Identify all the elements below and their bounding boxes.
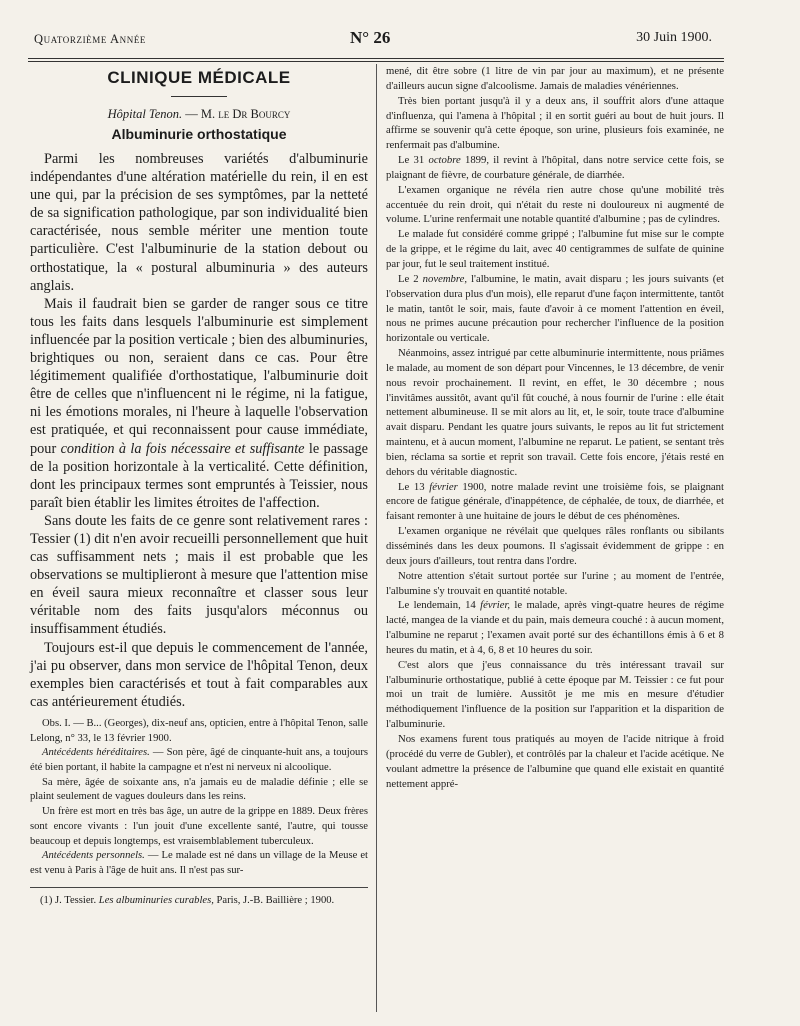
paragraph: Nos examens furent tous pratiqués au moyen de l'acide nitrique à froid (procédé du verre de Gubler), et contrôlés par la chaleur et l'acide acétique. Ne voulant admettre la présence de l'albumine que quand elle existait en quantité nettement appré- <box>386 732 724 790</box>
paragraph: Néanmoins, assez intrigué par cette albuminurie intermittente, nous priâmes le malade, au moment de son départ pour Vincennes, le 13 décembre, de venir nous revoir prochainement. Il revint, en effet, le 30 décembre ; nous l'invitâmes aussitôt, avant qu'il fût couché, à nous fournir de l'urine : elle était nettement albumineuse. Il se mit alors au lit, et, le soir, toute trace d'albumine avait disparu. Pendant les quatre jours suivants, le repos au lit fut strictement maintenu, et à aucun moment, l'albumine ne reparut. Le patient, se sentant très bien, réclama sa sortie et reprit son travail. Cette fois encore, j'étais resté en dehors du véritable diagnostic. <box>386 347 724 478</box>
intro-text <box>30 150 368 711</box>
paragraph-text: Le lendemain, 14 <box>398 599 481 612</box>
paragraph-text: l'albumine, le matin, avait disparu ; les jours suivants (et l'observation dura plus d'un mois), elle reparut d'une façon intermittente, tantôt le matin, tantôt le soir, mais, faute d'avoir à ce moment l'attention en éveil, nous ne primes aucune précaution pour rechercher l'influence de la position horizontale ou verticale. <box>386 272 724 345</box>
italic-emphasis: condition à la fois nécessaire et suffisante <box>60 440 305 457</box>
paragraph-text: le malade, après vingt-quatre heures de régime lacté, mangea de la viande et du pain, mais demeura couché : à aucun moment, l'albumine ne reparut ; l'examen avait porté sur des échantillons émis à 6 et 8 heures du matin, et à 4, 6, 8 et 10 heures du soir. <box>386 599 724 656</box>
footnote <box>30 894 368 909</box>
journal-page <box>28 22 724 1012</box>
paragraph: Obs. I. — B... (Georges), dix-neuf ans, opticien, entre à l'hôpital Tenon, salle Lelong, n° 33, le 13 février 1900. <box>30 717 368 744</box>
paragraph-text: Mais il faudrait bien se garder de ranger sous ce titre tous les faits dans lesquels l'albuminurie est simplement influencée par la position verticale ; bien des albuminuries, brightiques ou non, seraient dans ce cas. Pour être légitimement qualifiée d'orthostatique, l'albuminurie doit être de celles que n'influencent ni le régime, ni la fatigue, ni les émotions morales, ni l'heure à laquelle l'observation est pratiquée, et qui reconnaissent pour cause immédiate, <box>30 295 368 439</box>
italic-date: février, <box>480 599 511 612</box>
paragraph-text: pour <box>30 440 61 457</box>
paragraph: Très bien portant jusqu'à il y a deux ans, il souffrit alors d'une attaque d'influenza, qui l'amena à l'hôpital ; il en sortit guéri au bout de huit jours. Il affirme se souvenir qu'à cette époque, son urine, plusieurs fois examinée, ne renfermait pas d'albumine. <box>386 94 724 152</box>
footnote-rule <box>30 887 368 888</box>
paragraph: mené, dit être sobre (1 litre de vin par jour au maximum), et ne présente d'ailleurs aucun signe d'alcoolisme. Jamais de maladies vénériennes. <box>386 65 724 92</box>
paragraph-text: Le 31 <box>398 154 429 167</box>
column-divider <box>376 64 377 1012</box>
paragraph: C'est alors que j'eus connaissance du très intéressant travail sur l'albuminurie orthostatique, publié à cette époque par M. Teissier : ce fut pour moi un trait de lumière. Aussitôt je me mis en mesure d'étudier méthodiquement l'influence de la position sur l'apparition et la disparition de l'albuminurie. <box>386 658 724 731</box>
paragraph <box>386 153 724 183</box>
paragraph <box>386 272 724 346</box>
paragraph <box>30 849 368 878</box>
right-column <box>386 64 724 791</box>
paragraph-text: Le malade est né dans un village de la Meuse et est venu à Paris à l'âge de huit ans. Il n'est pas sur- <box>30 850 368 876</box>
paragraph: Sa mère, âgée de soixante ans, n'a jamais eu de maladie définie ; elle se plaint seulement de vagues douleurs dans les reins. <box>30 776 368 803</box>
paragraph: L'examen organique ne révélait que quelques râles ronflants ou sibilants disséminés dans les deux poumons. Il s'agissait évidemment de grippe : en deux jours d'ailleurs, tout rentra dans l'ordre. <box>386 525 724 567</box>
author-name: — M. le Dr Bourcy <box>185 107 291 121</box>
issue-number: N° 26 <box>350 28 391 47</box>
title-rule <box>171 96 227 97</box>
footnote-text: Paris, J.-B. Baillière ; 1900. <box>213 894 335 906</box>
paragraph: Le malade fut considéré comme grippé ; l'albumine fut mise sur le compte de la grippe, et le régime du lait, avec 40 centigrammes de sulfate de quinine par jour, fut le seul traitement institué. <box>386 228 724 270</box>
paragraph <box>386 480 724 525</box>
italic-date: octobre <box>428 154 461 167</box>
paragraph-text: — <box>144 850 162 862</box>
paragraph-text: le passage de la position horizontale à la verticalité. Cette définition, dont les principaux termes sont empruntés à Teissier, nous paraît bien établir les limites étroites de l'affection. <box>30 440 369 511</box>
paragraph: Toujours est-il que depuis le commencement de l'année, j'ai pu observer, dans mon service de l'hôpital Tenon, deux exemples bien caractérisés et tout à fait comparables aux cas antérieurement étudiés. <box>30 639 368 710</box>
byline <box>30 107 368 122</box>
left-column <box>30 68 368 908</box>
paragraph-text: Le 2 <box>398 272 423 285</box>
italic-date: février <box>429 480 458 493</box>
italic-date: novembre, <box>422 272 468 285</box>
volume-year: Quatorzième Année <box>34 32 147 46</box>
paragraph <box>386 598 724 657</box>
paragraph-text: — Son père, âgé de cinquante-huit ans, a toujours été bien portant, il habite la campagne et n'est ni nerveux ni alcoolique. <box>30 747 368 774</box>
observation-text <box>30 717 368 879</box>
header-rule <box>28 58 724 59</box>
header-rule-double <box>28 61 724 62</box>
paragraph: Sans doute les faits de ce genre sont relativement rares : Tessier (1) dit n'en avoir recueilli personnellement que huit cas suffisamment nets ; mais il est probable que les observations se multiplieront à mesure que l'attention mise en éveil saura mieux reconnaître et classer sous leur véritable nom des faits jusqu'alors méconnus ou insuffisamment étudiés. <box>30 512 368 638</box>
article-title: Albuminurie orthostatique <box>111 126 287 142</box>
footnote-title: Les albuminuries curables, <box>98 894 214 906</box>
paragraph: L'examen organique ne révéla rien autre chose qu'une mobilité très accentuée du rein droit, qui n'était du reste ni douloureux ni augmenté de volume. L'urine renfermait une notable quantité d'albumine ; pas de cylindres. <box>386 183 724 226</box>
paragraph: Notre attention s'était surtout portée sur l'urine ; au moment de l'entrée, l'albumine s'y trouvait en quantité notable. <box>386 569 724 597</box>
section-title: CLINIQUE MÉDICALE <box>107 68 291 87</box>
hospital-name: Hôpital Tenon. <box>107 107 183 121</box>
subheading: Antécédents héréditaires. <box>42 747 150 759</box>
paragraph: Un frère est mort en très bas âge, un autre de la grippe en 1889. Deux frères sont encore vivants : l'un jouit d'une excellente santé, l'autre, qui tousse beaucoup et depuis longtemps, est vraisemblablement tuberculeux. <box>30 806 368 847</box>
issue-date: 30 Juin 1900. <box>636 30 712 45</box>
paragraph <box>30 295 368 512</box>
footnote-text: (1) J. Tessier. <box>40 894 99 906</box>
paragraph: Parmi les nombreuses variétés d'albuminurie indépendantes d'une altération matérielle du rein, il en est une qui, par la précision de ses symptômes, par la netteté de sa signification pathologique, par son individualité bien caractérisée, nous semble mériter une mention toute particulière. C'est l'albuminurie de la station debout ou orthostatique, la « postural albuminuria » des auteurs anglais. <box>30 151 368 294</box>
paragraph-text: 1900, notre malade revint une troisième fois, se plaignant encore de fatigue générale, d'inappétence, de céphalée, de toux, de diarrhée, et faisant remonter à une huitaine de jours le début de ces phénomènes. <box>386 480 724 523</box>
page-header <box>28 22 724 62</box>
paragraph-text: Le 13 <box>398 480 430 493</box>
paragraph <box>30 746 368 775</box>
paragraph-text: 1899, il revint à l'hôpital, dans notre service cette fois, se plaignant de fièvre, de courbature générale, de diarrhée. <box>386 154 724 181</box>
subheading: Antécédents personnels. <box>42 850 145 862</box>
